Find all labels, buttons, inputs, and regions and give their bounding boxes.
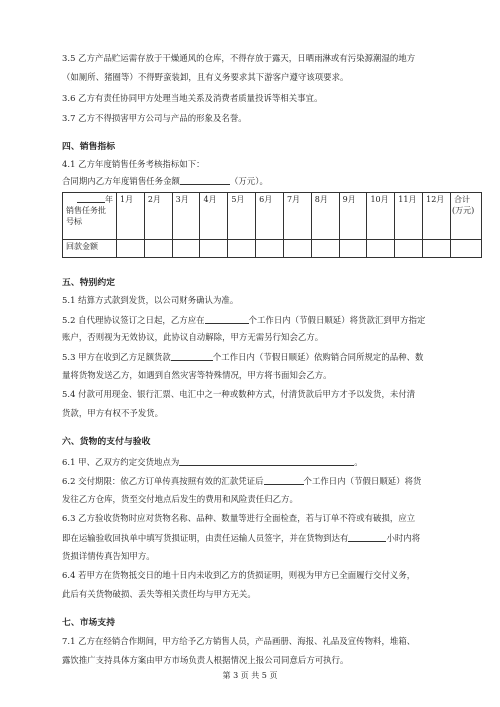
table-cell[interactable]	[172, 240, 200, 258]
row-label-line3: 号标	[66, 217, 82, 226]
clause-6-2-line1	[62, 475, 421, 487]
clause-6-3-text-b: 小时内将	[386, 533, 421, 543]
month-cell: 8月	[311, 193, 339, 240]
month-cell: 12月	[423, 193, 451, 240]
sales-target-table	[62, 192, 482, 258]
clause-5-2-text-b: 个工作日内（节假日顺延）将货款汇到甲方指定	[248, 315, 426, 325]
table-cell[interactable]	[311, 240, 339, 258]
total-cell	[451, 193, 482, 240]
table-cell[interactable]	[339, 240, 367, 258]
section-4-heading: 四、销售指标	[62, 142, 116, 152]
clause-5-1: 5.1 结算方式款到发货，以公司财务确认为准。	[62, 295, 239, 305]
clause-7-1-line2: 露饮推广支持具体方案由甲方市场负责人根据情况上报公司同意后方可执行。	[62, 655, 349, 665]
table-cell[interactable]	[451, 240, 482, 258]
month-cell: 5月	[228, 193, 256, 240]
clause-6-2-line2: 发往乙方仓库，货至交付地点后发生的费用和风险责任归乙方。	[62, 494, 298, 504]
section-7-heading: 七、市场支持	[62, 618, 116, 628]
clause-6-3-line1: 6.3 乙方验收货物时应对货物名称、品种、数量等进行全面检查，若与订单不符或有破损，应立	[62, 513, 416, 523]
clause-6-3-line2	[62, 532, 420, 544]
hours-blank[interactable]	[348, 532, 386, 542]
clause-6-1	[62, 456, 363, 468]
days-blank[interactable]	[171, 351, 213, 361]
clause-6-1-text-b: 。	[354, 457, 363, 467]
year-label: 年	[105, 195, 113, 204]
month-cell: 2月	[144, 193, 172, 240]
row-label-line2: 销售任务批	[66, 206, 106, 215]
clause-3-7: 3.7 乙方不得损害甲方公司与产品的形象及名誉。	[62, 113, 247, 123]
clause-7-1-line1: 7.1 乙方在经销合作期间，甲方给予乙方销售人员，产品画册、海报、礼品及宣传物料，堆箱、	[62, 636, 416, 646]
page-number-footer: 第 3 页 共 5 页	[222, 671, 278, 680]
month-cell: 7月	[283, 193, 311, 240]
clause-4-1: 4.1 乙方年度销售任务考核指标如下：	[62, 159, 205, 169]
month-cell: 4月	[200, 193, 228, 240]
clause-5-3-line2: 量将货物发送乙方，如遇到自然灾害等特殊情况，甲方将书面知会乙方。	[62, 370, 332, 380]
clause-6-2-text-b: 个工作日内（节假日顺延）将货	[303, 476, 422, 486]
clause-6-4-line2: 此后有关货物破损、丢失等相关责任均与甲方无关。	[62, 589, 256, 599]
total-label: 合计	[454, 195, 470, 204]
amount-unit: （万元）。	[229, 176, 268, 186]
table-cell[interactable]	[283, 240, 311, 258]
table-cell[interactable]	[395, 240, 423, 258]
month-cell: 6月	[256, 193, 284, 240]
clause-5-4-line2: 货款，甲方有权不予发货。	[62, 408, 164, 418]
clause-5-2-line2: 账户，否则视为无效协议，此协议自动解除，甲方无需另行知会乙方。	[62, 332, 324, 342]
clause-6-4-line1: 6.4 若甲方在货物抵交日的地十日内未收到乙方的货损证明，则视为甲方已全面履行交付义务，	[62, 570, 416, 580]
month-cell: 1月	[117, 193, 145, 240]
days-blank[interactable]	[264, 475, 304, 485]
table-cell[interactable]	[228, 240, 256, 258]
amount-label: 合同期内乙方年度销售任务金额	[62, 176, 180, 186]
table-cell[interactable]	[144, 240, 172, 258]
section-6-heading: 六、货物的支付与验收	[62, 437, 151, 447]
row-label-cell: 回款金额	[63, 240, 117, 258]
days-blank[interactable]	[205, 314, 249, 324]
total-unit: (万元)	[452, 206, 475, 215]
clause-5-3-text-a: 5.3 甲方在收到乙方足额货款	[62, 352, 171, 362]
table-cell[interactable]	[200, 240, 228, 258]
table-cell[interactable]	[117, 240, 145, 258]
table-cell[interactable]	[367, 240, 395, 258]
clause-5-2-text-a: 5.2 自代理协议签订之日起，乙方应在	[62, 315, 205, 325]
clause-6-1-text-a: 6.1 甲、乙双方约定交货地点为	[62, 457, 180, 467]
clause-5-2-line1	[62, 314, 426, 326]
clause-5-4-line1: 5.4 付款可用现金、银行汇票、电汇中之一种或数种方式，付清货款后甲方才予以发货，未付清	[62, 389, 416, 399]
amount-blank[interactable]	[180, 175, 230, 185]
table-row	[63, 193, 482, 240]
month-cell: 11月	[395, 193, 423, 240]
month-cell: 10月	[367, 193, 395, 240]
row-label-cell	[63, 193, 117, 240]
clause-6-3-text-a: 即在运输验收回执单中填写货损证明，由责任运输人员签字，并在货物到达有	[62, 533, 349, 543]
section-5-heading: 五、特别约定	[62, 278, 116, 288]
table-row	[63, 240, 482, 258]
clause-3-5-line2: （如厕所、猪圈等）不得野蛮装卸，且有义务要求其下游客户遵守该项要求。	[62, 72, 349, 82]
clause-5-3-line1	[62, 351, 423, 363]
clause-5-3-text-b: 个工作日内（节假日顺延）依购销合同所规定的品种、数	[212, 352, 424, 362]
delivery-location-blank[interactable]	[179, 456, 354, 466]
clause-3-6: 3.6 乙方有责任协同甲方处理当地关系及消费者质量投诉等相关事宜。	[62, 93, 323, 103]
month-cell: 3月	[172, 193, 200, 240]
clause-6-3-line3: 货损详情传真告知甲方。	[62, 551, 155, 561]
table-cell[interactable]	[256, 240, 284, 258]
month-cell: 9月	[339, 193, 367, 240]
clause-3-5-line1: 3.5 乙方产品贮运需存放于干燥通风的仓库，不得存放于露天，日晒雨淋或有污染源潮湿的地方	[62, 53, 416, 63]
clause-4-1-amount	[62, 175, 268, 187]
clause-6-2-text-a: 6.2 交付期限：依乙方订单传真按照有效的汇款凭证后	[62, 476, 264, 486]
table-cell[interactable]	[423, 240, 451, 258]
